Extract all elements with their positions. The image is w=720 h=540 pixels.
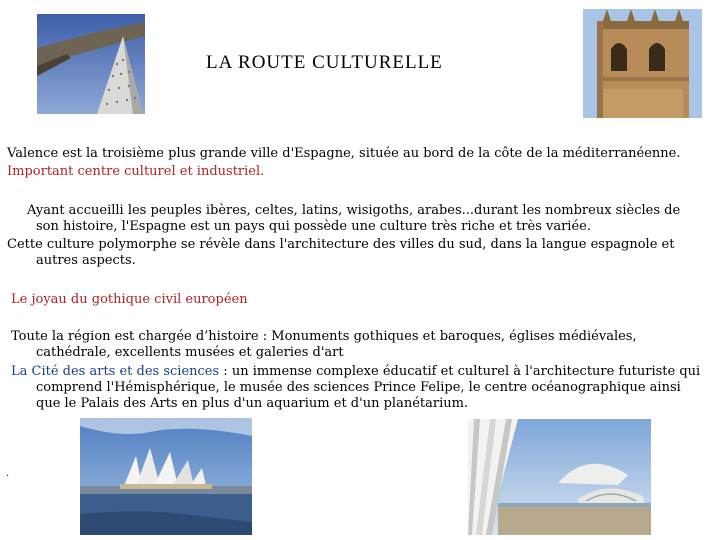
photo-city-of-arts [468, 419, 651, 535]
history-line-4: autres aspects. [36, 253, 136, 268]
footer-dot: . [6, 468, 10, 479]
photo-gothic-tower [583, 9, 702, 118]
city-line-3: que le Palais des Arts en plus d'un aquarium et d'un planétarium. [36, 396, 469, 411]
photo-futuristic-structure [37, 14, 145, 114]
photo-opera-house [80, 418, 252, 535]
page-title: LA ROUTE CULTURELLE [206, 52, 443, 73]
history-line-1: Ayant accueilli les peuples ibères, celtes, latins, wisigoths, arabes...durant les nombreux siècles de [27, 203, 681, 218]
city-line-1 [11, 363, 700, 380]
city-line-1-rest: : un immense complexe éducatif et culturel à l'architecture futuriste qui [219, 364, 701, 379]
history-line-2: son histoire, l'Espagne est un pays qui possède une culture très riche et très variée. [36, 219, 591, 234]
region-line-1: Toute la région est chargée d’histoire : Monuments gothiques et baroques, églises médiévales, [11, 329, 637, 344]
city-name: La Cité des arts et des sciences [11, 364, 220, 379]
city-line-2: comprend l'Hémisphérique, le musée des sciences Prince Felipe, le centre océanographique ainsi [36, 380, 681, 395]
intro-line-1: Valence est la troisième plus grande ville d'Espagne, située au bord de la côte de la méditerranéenne. [7, 146, 681, 161]
section-heading-gothic: Le joyau du gothique civil européen [11, 292, 248, 307]
region-line-2: cathédrale, excellents musées et galeries d'art [36, 345, 344, 360]
intro-highlight: Important centre culturel et industriel. [7, 164, 265, 179]
history-line-3: Cette culture polymorphe se révèle dans l'architecture des villes du sud, dans la langue espagnole et [7, 237, 675, 252]
